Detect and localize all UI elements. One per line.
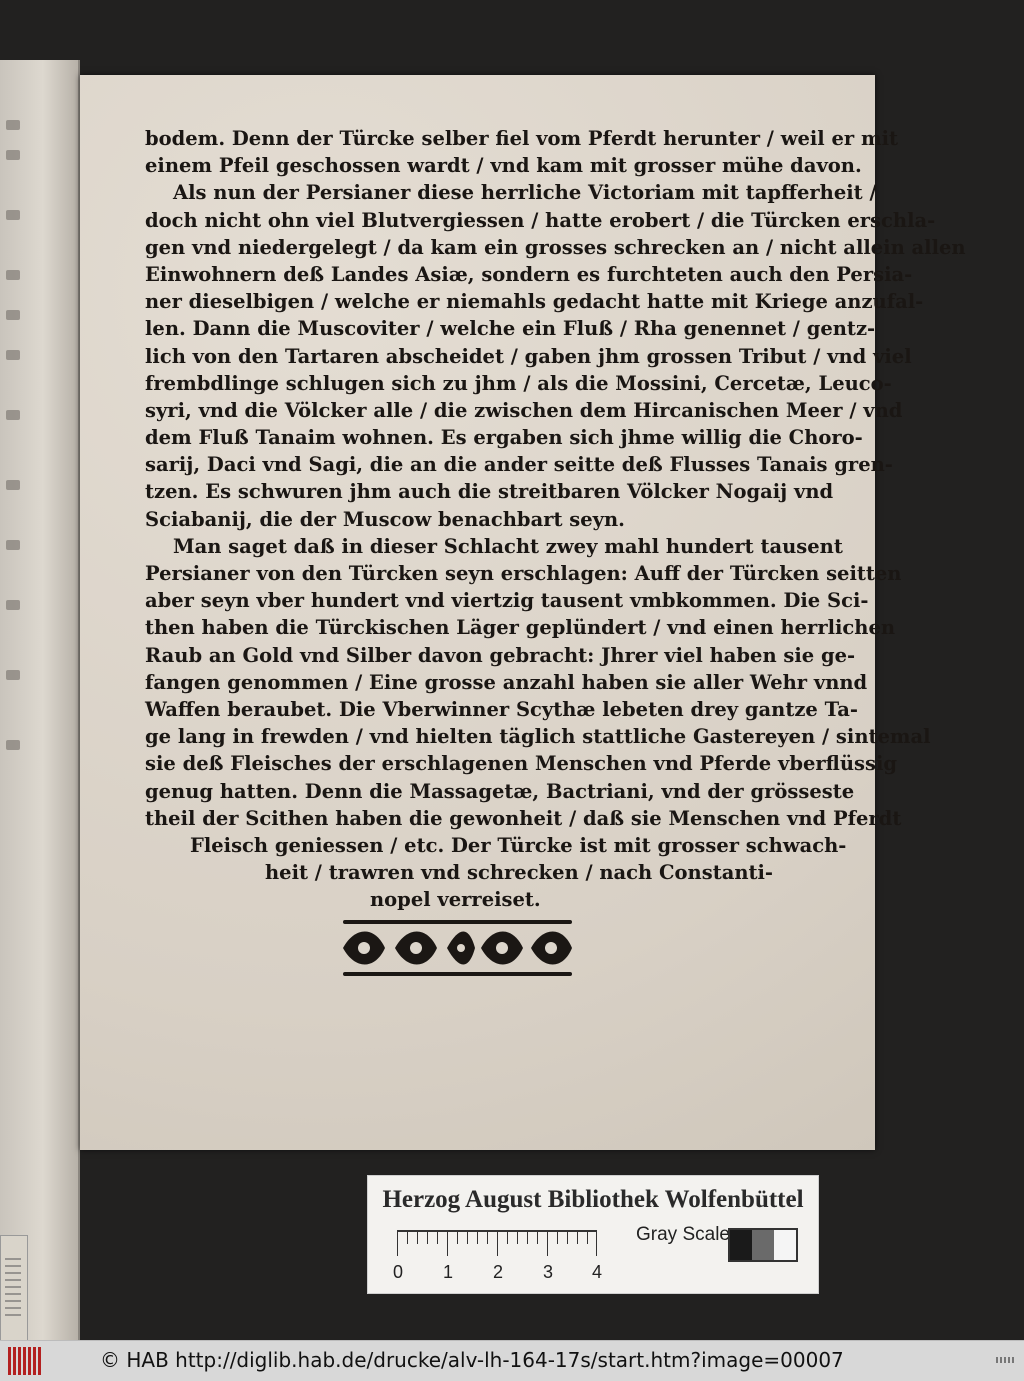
text-line: theil der Scithen haben die gewonheit / daß sie Menschen vnd Pferdt xyxy=(145,806,902,830)
swatch-black xyxy=(730,1230,752,1260)
text-line: Sciabanij, die der Muscow benachbart seyn. xyxy=(145,507,625,531)
menu-dots-icon[interactable] xyxy=(996,1357,1014,1363)
text-line: nopel verreiset. xyxy=(370,888,541,912)
text-line: then haben die Türckischen Läger geplündert / vnd einen herrlichen xyxy=(145,616,896,640)
text-line: Man saget daß in dieser Schlacht zwey mahl hundert tausent xyxy=(173,534,843,558)
text-line: ge lang in frewden / vnd hielten täglich stattliche Gastereyen / sintemal xyxy=(145,725,931,749)
text-line: ner dieselbigen / welche er niemahls gedacht hatte mit Kriege anzufal- xyxy=(145,290,924,314)
text-line: tzen. Es schwuren jhm auch die streitbaren Völcker Nogaij vnd xyxy=(145,480,834,504)
text-line: sarij, Daci vnd Sagi, die an die ander seitte deß Flusses Tanais gren- xyxy=(145,453,893,477)
text-line: genug hatten. Denn die Massagetæ, Bactriani, vnd der grösseste xyxy=(145,779,855,803)
text-line: bodem. Denn der Türcke selber fiel vom Pferdt herunter / weil er mit xyxy=(145,127,899,150)
text-line: Einwohnern deß Landes Asiæ, sondern es furchteten auch den Persia- xyxy=(145,262,913,286)
text-line: einem Pfeil geschossen wardt / vnd kam mit grosser mühe davon. xyxy=(145,154,862,178)
text-line: syri, vnd die Völcker alle / die zwischen dem Hircanischen Meer / vnd xyxy=(145,398,903,422)
text-line: sie deß Fleisches der erschlagenen Menschen vnd Pferde vberflüssig xyxy=(145,752,898,776)
gray-scale-swatches xyxy=(728,1228,798,1262)
text-line: lich von den Tartaren abscheidet / gaben jhm grossen Tribut / vnd viel xyxy=(145,344,912,368)
text-line: Persianer von den Türcken seyn erschlagen: Auff der Türcken seitten xyxy=(145,562,902,585)
library-color-card xyxy=(367,1175,819,1294)
text-line: Raub an Gold vnd Silber davon gebracht: Jhrer viel haben sie ge- xyxy=(145,643,856,667)
ruler-label: 4 xyxy=(592,1262,603,1282)
text-line: doch nicht ohn viel Blutvergiessen / hatte erobert / die Türcken erschla- xyxy=(145,208,936,232)
text-line: Fleisch geniessen / etc. Der Türcke ist mit grosser schwach- xyxy=(190,833,847,857)
barcode-icon xyxy=(8,1347,42,1375)
ruler-label: 1 xyxy=(443,1262,454,1282)
text-line: Als nun der Persianer diese herrliche Victoriam mit tapfferheit / xyxy=(173,181,877,205)
library-name: Herzog August Bibliothek Wolfenbüttel xyxy=(382,1186,804,1213)
text-line: frembdlinge schlugen sich zu jhm / als die Mossini, Cercetæ, Leuco- xyxy=(145,371,892,395)
text-line: Waffen beraubet. Die Vberwinner Scythæ lebeten drey gantze Ta- xyxy=(145,697,858,721)
swatch-white xyxy=(774,1230,796,1260)
ruler-label: 0 xyxy=(393,1262,404,1282)
adjacent-page-edge xyxy=(0,60,80,1340)
text-line: fangen genommen / Eine grosse anzahl haben sie aller Wehr vnnd xyxy=(145,670,868,694)
text-line: dem Fluß Tanaim wohnen. Es ergaben sich jhme willig die Choro- xyxy=(145,426,863,450)
swatch-gray xyxy=(752,1230,774,1260)
text-line: heit / trawren vnd schrecken / nach Constanti- xyxy=(265,861,774,885)
copyright-link[interactable]: © HAB http://diglib.hab.de/drucke/alv-lh-164-17s/start.htm?image=00007 xyxy=(100,1348,844,1372)
ruler-label: 2 xyxy=(493,1262,504,1282)
gray-scale-label: Gray Scale xyxy=(636,1224,730,1245)
shelf-tag xyxy=(0,1235,28,1342)
text-line: aber seyn vber hundert vnd viertzig tausent vmbkommen. Die Sci- xyxy=(145,589,869,613)
text-line: gen vnd niedergelegt / da kam ein grosses schrecken an / nicht allein allen xyxy=(145,235,966,259)
text-line: len. Dann die Muscoviter / welche ein Fluß / Rha genennet / gentz- xyxy=(145,317,876,341)
ruler-label: 3 xyxy=(543,1262,554,1282)
page-text xyxy=(145,125,966,913)
printers-ornament xyxy=(335,912,580,984)
viewer-footer xyxy=(0,1340,1024,1381)
scale-ruler xyxy=(397,1230,597,1262)
